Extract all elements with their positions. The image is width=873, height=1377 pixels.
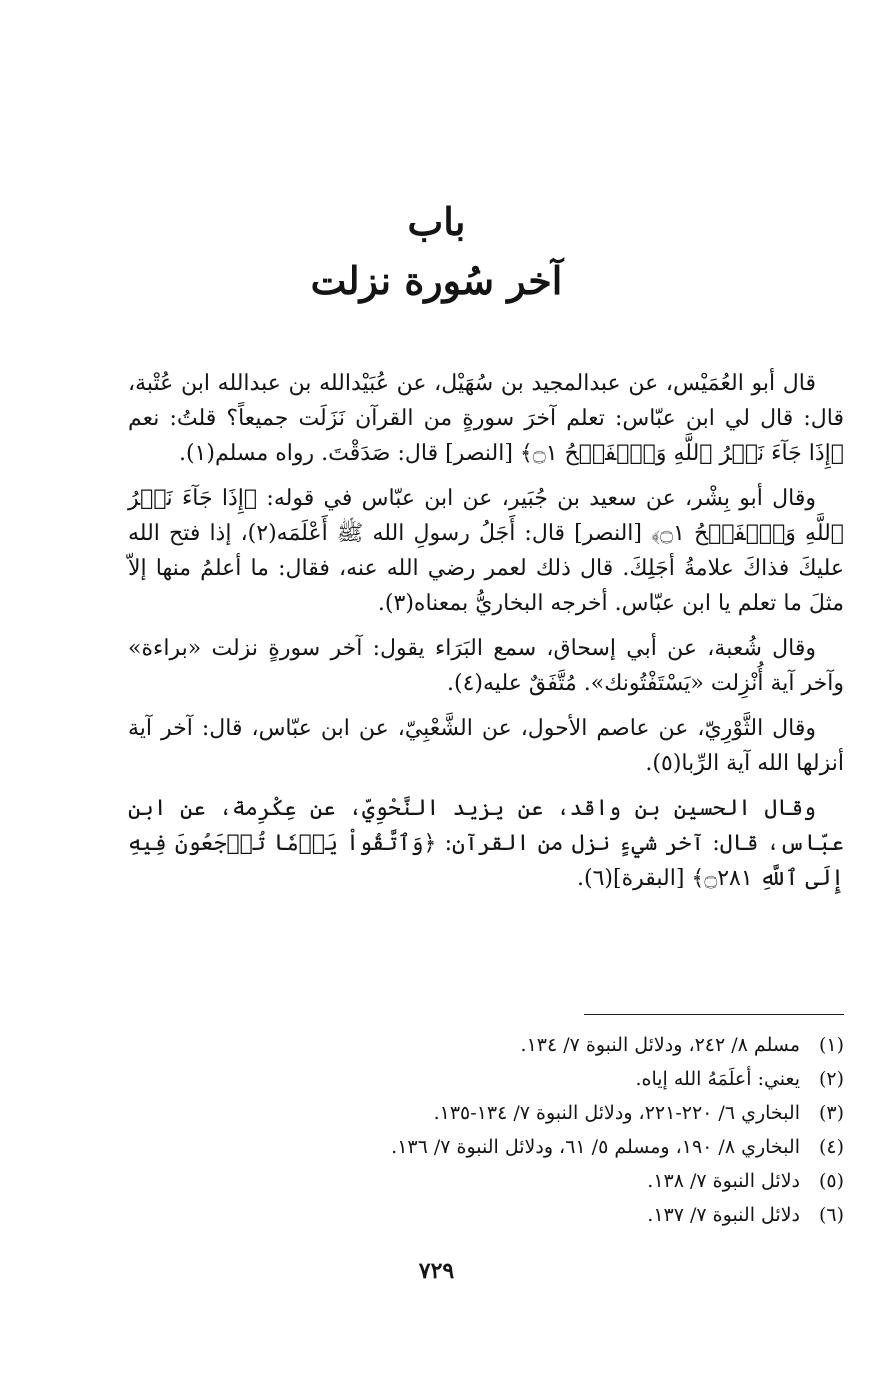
chapter-heading — [0, 193, 873, 311]
footnote-text: يعني: أعلَمَهُ الله إياه. — [635, 1068, 800, 1090]
footnote — [200, 1198, 844, 1232]
main-text — [128, 366, 844, 906]
footnote — [200, 1096, 844, 1130]
footnote-number: (٢) — [818, 1068, 844, 1090]
footnote-divider — [584, 1014, 844, 1015]
paragraph: وقال أبو بِشْر، عن سعيد بن جُبَير، عن ابن عبّاس في قوله: ﴿إِذَا جَآءَ نَصۡرُ ٱللَّهِ وَٱلۡفَتۡحُ ۝١﴾ [النصر] قال: أَجَلُ رسولِ الله ﷺ أَعْلَمَه(٢)، إذا فتح الله عليكَ فذاكَ علامةُ أجَلِكَ. قال ذلك لعمر رضي الله عنه، فقال: ما أعلمُ منها إلاّ مثلَ ما تعلم يا ابن عبّاس. أخرجه البخاريُّ بمعناه(٣). — [128, 486, 845, 616]
footnote-text: دلائل النبوة ٧/ ١٣٨. — [647, 1170, 800, 1192]
footnote-text: البخاري ٨/ ١٩٠، ومسلم ٥/ ٦١، ودلائل النبوة ٧/ ١٣٦. — [391, 1136, 800, 1158]
footnote — [200, 1164, 844, 1198]
chapter-label: باب — [407, 199, 466, 244]
footnote-number: (٤) — [818, 1136, 844, 1158]
footnote-text: البخاري ٦/ ٢٢٠-٢٢١، ودلائل النبوة ٧/ ١٣٤-١٣٥. — [433, 1102, 800, 1124]
paragraph: وقال شُعبة، عن أبي إسحاق، سمع البَرَاء يقول: آخر سورةٍ نزلت «براءة» وآخر آية أُنْزِلت «يَسْتَفْتُونك». مُتَّفَقٌ عليه(٤). — [128, 636, 844, 696]
footnote-number: (٦) — [818, 1204, 844, 1226]
footnote-text: دلائل النبوة ٧/ ١٣٧. — [647, 1204, 800, 1226]
page-number: ٧٢٩ — [418, 1258, 455, 1284]
footnote-number: (١) — [818, 1034, 844, 1056]
footnote-number: (٣) — [818, 1102, 844, 1124]
footnote-number: (٥) — [818, 1170, 844, 1192]
footnote — [200, 1062, 844, 1096]
footnote — [200, 1028, 844, 1062]
footnotes — [200, 1028, 844, 1232]
footnote — [200, 1130, 844, 1164]
footnote-text: مسلم ٨/ ٢٤٢، ودلائل النبوة ٧/ ١٣٤. — [520, 1034, 800, 1056]
chapter-title: آخر سُورة نزلت — [310, 258, 563, 303]
paragraph: قال أبو العُمَيْس، عن عبدالمجيد بن سُهَيْل، عن عُبَيْدالله بن عبدالله ابن عُتْبة، قال: قال لي ابن عبّاس: تعلم آخرَ سورةٍ من القرآن نَزَلَت جميعاً؟ قلتُ: نعم ﴿إِذَا جَآءَ نَصۡرُ ٱللَّهِ وَٱلۡفَتۡحُ ۝١﴾ [النصر] قال: صَدَقْتَ. رواه مسلم(١). — [128, 371, 844, 466]
paragraph: وقال الثَّوْرِيّ، عن عاصم الأحول، عن الشَّعْبِيّ، عن ابن عبّاس، قال: آخر آية أنزلها الله آية الرِّبا(٥). — [128, 716, 844, 776]
paragraph: وقال الحسين بن واقد، عن يزيد النَّحْوِيّ، عن عِكْرِمة، عن ابن عبّاس، قال: آخر شيءٍ نزل من القرآن: ﴿وَٱتَّقُواْ يَوۡمٗا تُرۡجَعُونَ فِيهِ إِلَى ٱللَّهِ ۝٢٨١﴾ [البقرة](٦). — [128, 796, 844, 891]
